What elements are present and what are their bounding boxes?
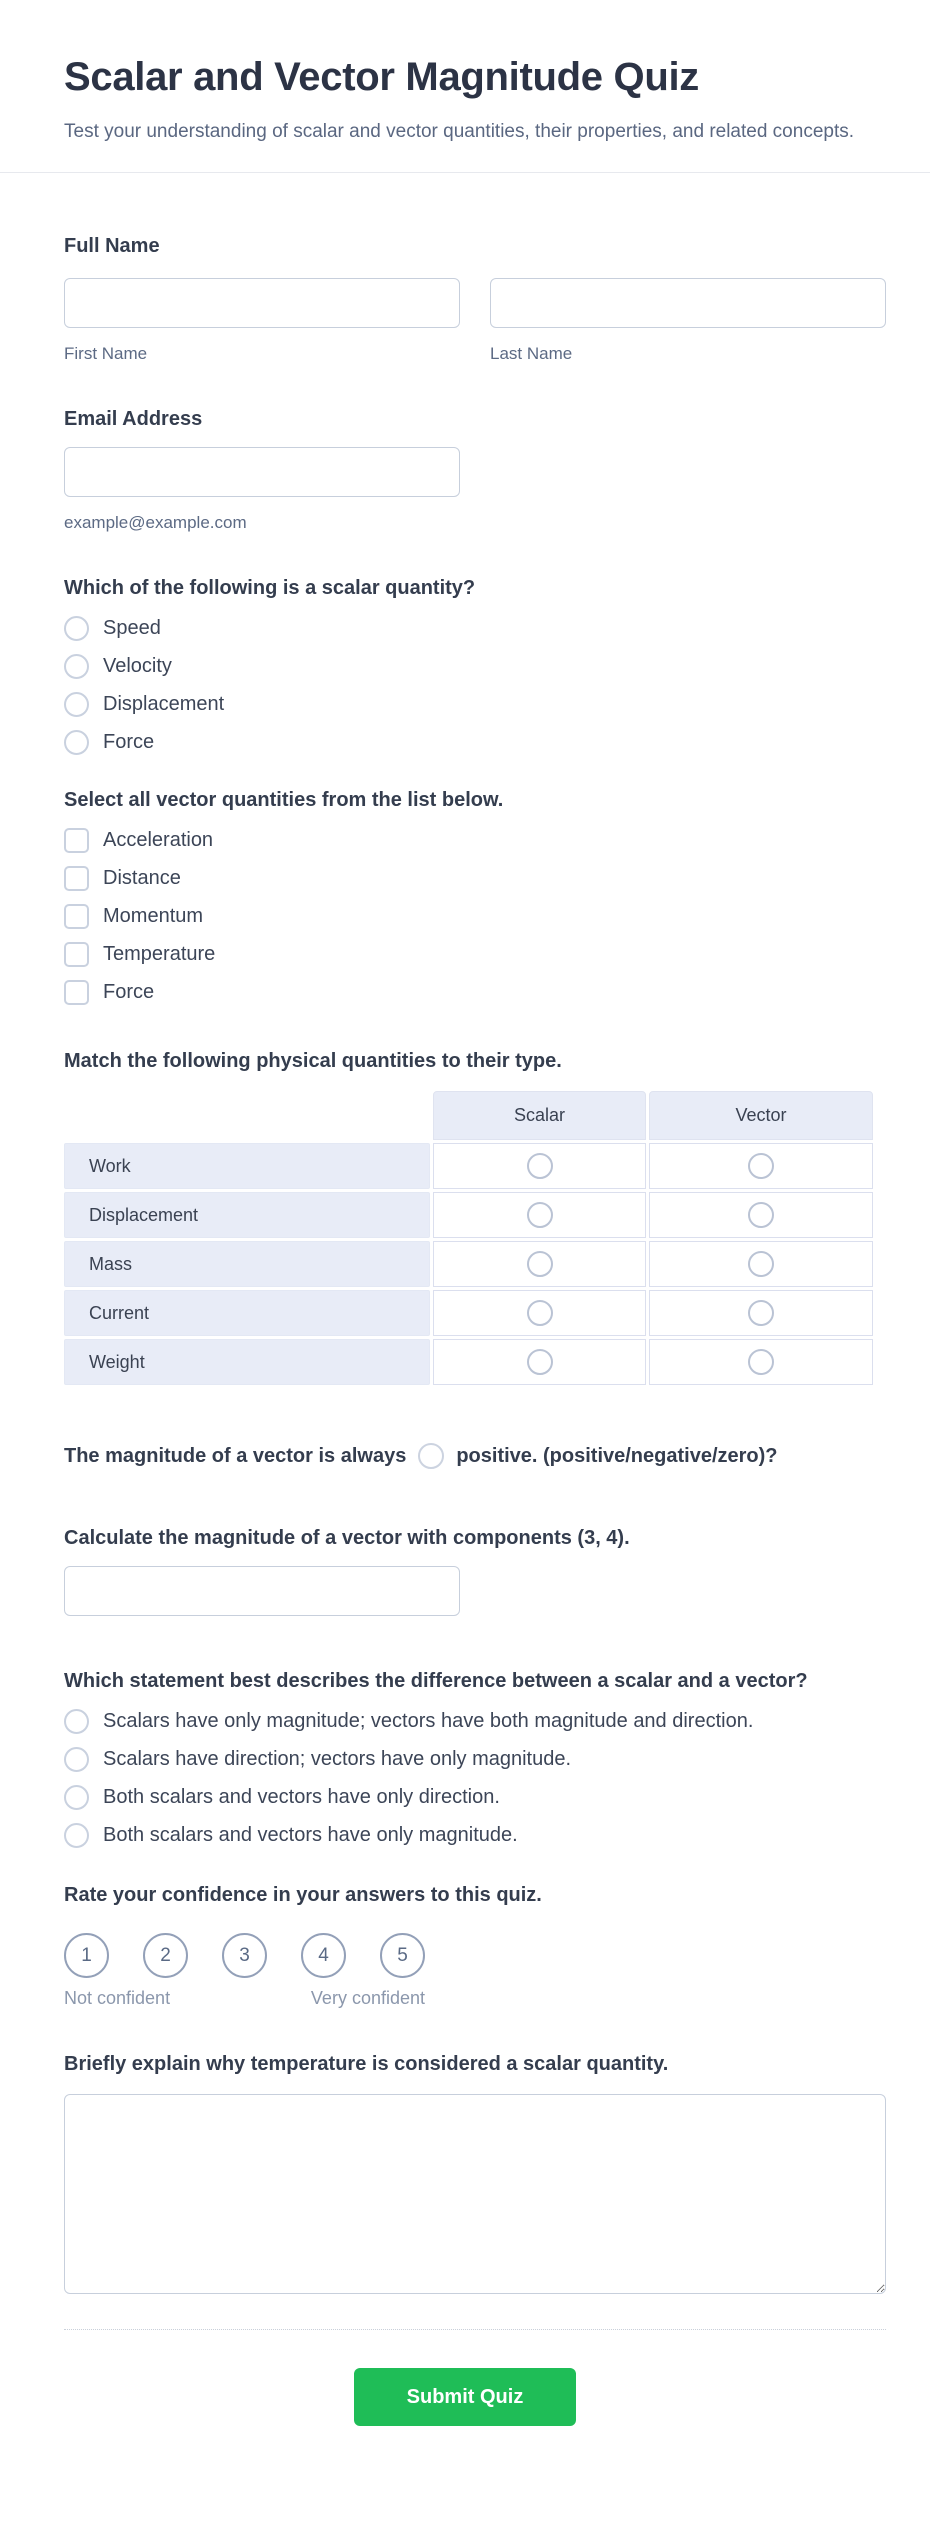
difference-question-section bbox=[64, 1670, 886, 1848]
matrix-corner-cell bbox=[64, 1091, 430, 1140]
scale-option-4[interactable]: 4 bbox=[301, 1933, 346, 1978]
explain-question: Briefly explain why temperature is considered a scalar quantity. bbox=[64, 2053, 669, 2076]
matrix-col-header-scalar: Scalar bbox=[433, 1091, 646, 1140]
last-name-sublabel: Last Name bbox=[490, 344, 573, 364]
radio-icon[interactable] bbox=[748, 1251, 774, 1277]
email-label: Email Address bbox=[64, 408, 203, 431]
scale-option-1[interactable]: 1 bbox=[64, 1933, 109, 1978]
scale-captions bbox=[64, 1988, 425, 2009]
email-section bbox=[64, 408, 886, 533]
matrix-row-label-weight: Weight bbox=[64, 1339, 430, 1385]
option-label: Both scalars and vectors have only direction. bbox=[103, 1786, 500, 1809]
scale-option-5[interactable]: 5 bbox=[380, 1933, 425, 1978]
matrix-radio-current-vector[interactable] bbox=[649, 1290, 873, 1336]
fill-blank-section bbox=[64, 1443, 886, 1469]
checkbox-icon[interactable] bbox=[64, 866, 89, 891]
checkbox-icon[interactable] bbox=[64, 942, 89, 967]
last-name-field bbox=[490, 278, 886, 364]
radio-icon[interactable] bbox=[527, 1153, 553, 1179]
matrix-radio-displacement-vector[interactable] bbox=[649, 1192, 873, 1238]
radio-icon[interactable] bbox=[64, 692, 89, 717]
scalar-question: Which of the following is a scalar quantity? bbox=[64, 577, 476, 600]
radio-icon[interactable] bbox=[64, 1709, 89, 1734]
matrix-table bbox=[64, 1091, 886, 1385]
matrix-row-label-displacement: Displacement bbox=[64, 1192, 430, 1238]
option-label: Temperature bbox=[103, 943, 216, 966]
matrix-row-label-work: Work bbox=[64, 1143, 430, 1189]
option-label: Scalars have direction; vectors have only magnitude. bbox=[103, 1748, 572, 1771]
checkbox-option-distance[interactable] bbox=[64, 866, 886, 891]
checkbox-icon[interactable] bbox=[64, 980, 89, 1005]
difference-question: Which statement best describes the difference between a scalar and a vector? bbox=[64, 1670, 808, 1693]
checkbox-option-momentum[interactable] bbox=[64, 904, 886, 929]
email-helper: example@example.com bbox=[64, 513, 247, 533]
matrix-radio-current-scalar[interactable] bbox=[433, 1290, 646, 1336]
radio-option-force[interactable] bbox=[64, 730, 886, 755]
fill-blank-line bbox=[64, 1443, 886, 1469]
submit-button[interactable]: Submit Quiz bbox=[354, 2368, 576, 2426]
option-label: Displacement bbox=[103, 693, 225, 716]
matrix-question-section bbox=[64, 1050, 886, 1385]
scale-option-3[interactable]: 3 bbox=[222, 1933, 267, 1978]
radio-icon[interactable] bbox=[748, 1153, 774, 1179]
vector-options bbox=[64, 828, 886, 1005]
option-label: Scalars have only magnitude; vectors have both magnitude and direction. bbox=[103, 1710, 754, 1733]
option-label: Force bbox=[103, 731, 155, 754]
form-subtitle: Test your understanding of scalar and vector quantities, their properties, and related concepts. bbox=[64, 121, 855, 143]
matrix-radio-displacement-scalar[interactable] bbox=[433, 1192, 646, 1238]
checkbox-option-temperature[interactable] bbox=[64, 942, 886, 967]
full-name-label: Full Name bbox=[64, 235, 160, 258]
radio-icon[interactable] bbox=[748, 1349, 774, 1375]
first-name-input[interactable] bbox=[64, 278, 460, 328]
matrix-radio-work-vector[interactable] bbox=[649, 1143, 873, 1189]
difference-options bbox=[64, 1709, 886, 1848]
explain-textarea[interactable] bbox=[64, 2094, 886, 2294]
fill-radio-icon[interactable] bbox=[418, 1443, 444, 1469]
confidence-question-section bbox=[64, 1884, 886, 2009]
first-name-field bbox=[64, 278, 460, 364]
email-input[interactable] bbox=[64, 447, 460, 497]
scalar-options bbox=[64, 616, 886, 755]
radio-option-difference-1[interactable] bbox=[64, 1709, 886, 1734]
checkbox-option-acceleration[interactable] bbox=[64, 828, 886, 853]
checkbox-option-force[interactable] bbox=[64, 980, 886, 1005]
radio-icon[interactable] bbox=[748, 1202, 774, 1228]
option-label: Force bbox=[103, 981, 155, 1004]
first-name-sublabel: First Name bbox=[64, 344, 148, 364]
option-label: Speed bbox=[103, 617, 161, 640]
calc-question: Calculate the magnitude of a vector with components (3, 4). bbox=[64, 1527, 630, 1550]
radio-icon[interactable] bbox=[527, 1251, 553, 1277]
option-label: Both scalars and vectors have only magnitude. bbox=[103, 1824, 518, 1847]
calc-answer-input[interactable] bbox=[64, 1566, 460, 1616]
scalar-question-section bbox=[64, 577, 886, 755]
radio-icon[interactable] bbox=[527, 1300, 553, 1326]
form-footer bbox=[0, 2330, 930, 2426]
form-title: Scalar and Vector Magnitude Quiz bbox=[64, 55, 699, 99]
radio-icon[interactable] bbox=[64, 1747, 89, 1772]
matrix-radio-weight-scalar[interactable] bbox=[433, 1339, 646, 1385]
radio-icon[interactable] bbox=[64, 730, 89, 755]
matrix-col-header-vector: Vector bbox=[649, 1091, 873, 1140]
checkbox-icon[interactable] bbox=[64, 828, 89, 853]
vector-question-section bbox=[64, 789, 886, 1005]
radio-icon[interactable] bbox=[64, 654, 89, 679]
explain-question-section bbox=[64, 2053, 886, 2299]
last-name-input[interactable] bbox=[490, 278, 886, 328]
radio-option-velocity[interactable] bbox=[64, 654, 886, 679]
radio-icon[interactable] bbox=[748, 1300, 774, 1326]
name-row bbox=[64, 278, 886, 364]
calc-question-section bbox=[64, 1527, 886, 1616]
full-name-section bbox=[64, 235, 886, 364]
scale-min-label: Not confident bbox=[64, 1988, 171, 2009]
matrix-row-label-mass: Mass bbox=[64, 1241, 430, 1287]
matrix-radio-mass-vector[interactable] bbox=[649, 1241, 873, 1287]
radio-icon[interactable] bbox=[64, 616, 89, 641]
option-label: Velocity bbox=[103, 655, 172, 678]
radio-icon[interactable] bbox=[64, 1785, 89, 1810]
option-label: Momentum bbox=[103, 905, 204, 928]
radio-option-displacement[interactable] bbox=[64, 692, 886, 717]
confidence-scale bbox=[64, 1933, 425, 1978]
scale-max-label: Very confident bbox=[310, 1988, 425, 2009]
option-label: Acceleration bbox=[103, 829, 214, 852]
radio-icon[interactable] bbox=[527, 1202, 553, 1228]
matrix-radio-work-scalar[interactable] bbox=[433, 1143, 646, 1189]
radio-icon[interactable] bbox=[64, 1823, 89, 1848]
matrix-radio-weight-vector[interactable] bbox=[649, 1339, 873, 1385]
radio-icon[interactable] bbox=[527, 1349, 553, 1375]
scale-option-2[interactable]: 2 bbox=[143, 1933, 188, 1978]
matrix-question: Match the following physical quantities to their type. bbox=[64, 1050, 562, 1073]
option-label: Distance bbox=[103, 867, 181, 890]
fill-text-after: positive. (positive/negative/zero)? bbox=[456, 1444, 778, 1467]
matrix-row-label-current: Current bbox=[64, 1290, 430, 1336]
radio-option-difference-3[interactable] bbox=[64, 1785, 886, 1810]
radio-option-difference-2[interactable] bbox=[64, 1747, 886, 1772]
form-body bbox=[0, 173, 930, 2330]
radio-option-speed[interactable] bbox=[64, 616, 886, 641]
fill-text-before: The magnitude of a vector is always bbox=[64, 1444, 407, 1467]
checkbox-icon[interactable] bbox=[64, 904, 89, 929]
matrix-radio-mass-scalar[interactable] bbox=[433, 1241, 646, 1287]
vector-question: Select all vector quantities from the list below. bbox=[64, 789, 504, 812]
radio-option-difference-4[interactable] bbox=[64, 1823, 886, 1848]
confidence-question: Rate your confidence in your answers to this quiz. bbox=[64, 1884, 542, 1907]
form-header bbox=[0, 0, 930, 173]
